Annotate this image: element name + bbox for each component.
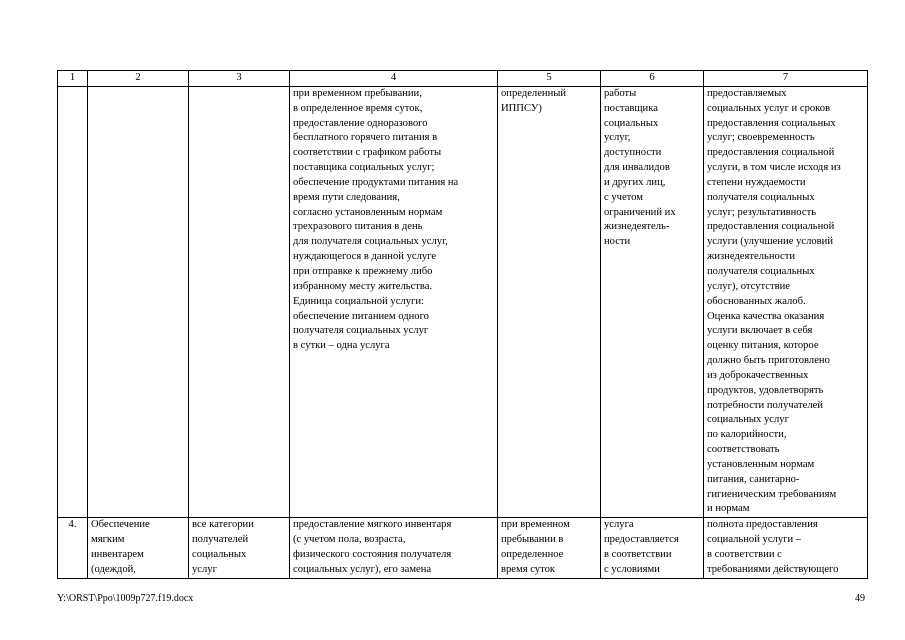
service-name-cell <box>88 86 189 517</box>
header-cell: 2 <box>88 71 189 87</box>
header-cell: 3 <box>189 71 290 87</box>
header-cell: 4 <box>290 71 498 87</box>
header-cell: 6 <box>601 71 704 87</box>
page-number: 49 <box>855 593 865 604</box>
header-cell: 1 <box>58 71 88 87</box>
service-description-cell: при временном пребывании, в определенное время суток, предоставление одноразового бесплатного горячего питания в соответствии с графиком работы поставщика социальных услуг; обеспечение продуктами питания на время пути следования, согласно установленным нормам трехразового питания в день для получателя социальных услуг, нуждающегося в данной услуге при отправке к прежнему либо избранному месту жительства. Единица социальной услуги: обеспечение питанием одного получателя социальных услуг в сутки – одна услуга <box>290 86 498 517</box>
services-table <box>57 70 868 579</box>
table-row <box>58 86 868 517</box>
conditions-cell: работы поставщика социальных услуг, доступности для инвалидов и других лиц, с учетом ограничений их жизнедеятель- ности <box>601 86 704 517</box>
quality-criteria-cell: полнота предоставления социальной услуги – в соответствии с требованиями действующего <box>704 518 868 578</box>
table-header-row <box>58 71 868 87</box>
recipients-cell: все категории получателей социальных услуг <box>189 518 290 578</box>
timing-cell: при временном пребывании в определенное время суток <box>498 518 601 578</box>
conditions-cell: услуга предоставляется в соответствии с условиями <box>601 518 704 578</box>
header-cell: 5 <box>498 71 601 87</box>
footer-file-path: Y:\ORST\Ppo\1009p727.f19.docx <box>57 593 194 604</box>
timing-cell: определенный ИППСУ) <box>498 86 601 517</box>
recipients-cell <box>189 86 290 517</box>
row-number-cell: 4. <box>58 518 88 578</box>
header-cell: 7 <box>704 71 868 87</box>
service-name-cell: Обеспечение мягким инвентарем (одеждой, <box>88 518 189 578</box>
service-description-cell: предоставление мягкого инвентаря (с учетом пола, возраста, физического состояния получателя социальных услуг), его замена <box>290 518 498 578</box>
table-row <box>58 518 868 578</box>
row-number-cell <box>58 86 88 517</box>
quality-criteria-cell: предоставляемых социальных услуг и сроков предоставления социальных услуг; своевременность предоставления социальной услуги, в том числе исходя из степени нуждаемости получателя социальных услуг; результативность предоставления социальной услуги (улучшение условий жизнедеятельности получателя социальных услуг), отсутствие обоснованных жалоб. Оценка качества оказания услуги включает в себя оценку питания, которое должно быть приготовлено из доброкачественных продуктов, удовлетворять потребности получателей социальных услуг по калорийности, соответствовать установленным нормам питания, санитарно- гигиеническим требованиям и нормам <box>704 86 868 517</box>
